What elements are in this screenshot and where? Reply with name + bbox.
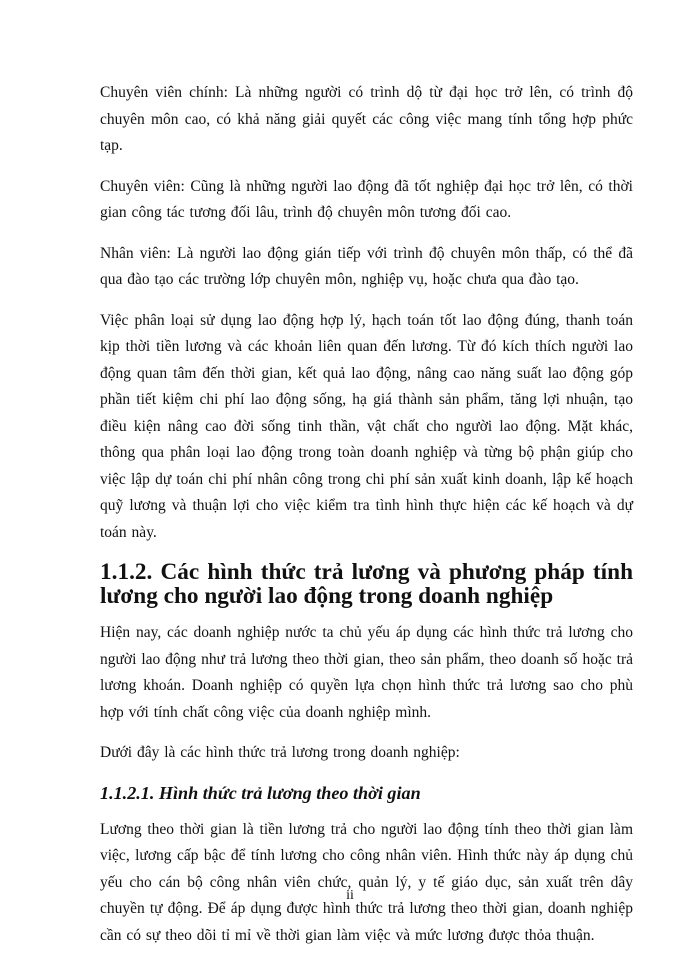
paragraph-luong-theo-thoi-gian: Lương theo thời gian là tiền lương trả cho người lao động tính theo thời gian làm việc, lương cấp bậc để tính lương cho công nhân viên. Hình thức này áp dụng chủ yếu cho cán bộ công nhân viên chức, quản lý, y tế giáo dục, sản xuất trên dây chuyền tự động. Để áp dụng được hình thức trả lương theo thời gian, doanh nghiệp cần có sự theo dõi tỉ mỉ về thời gian làm việc và mức lương được thỏa thuận. [100,820,633,944]
paragraph-hinh-thuc-tra-luong: Hiện nay, các doanh nghiệp nước ta chủ yếu áp dụng các hình thức trả lương cho người lao động như trả lương theo thời gian, theo sản phẩm, theo doanh số hoặc trả lương khoán. Doanh nghiệp có quyền lựa chọn hình thức trả lương sao cho phù hợp với tính chất công việc của doanh nghiệp mình. [100,624,633,721]
page-number: ii [346,888,354,903]
page-body [100,80,633,963]
section-heading: 1.1.2. Các hình thức trả lương và phương pháp tính lương cho người lao động trong doanh nghiệp [100,559,633,609]
paragraph-chuyen-vien-chinh: Chuyên viên chính: Là những người có trình dộ từ đại học trở lên, có trình độ chuyên môn cao, có khả năng giải quyết các công việc mang tính tổng hợp phức tạp. [100,84,633,154]
paragraph-duoi-day: Dưới đây là các hình thức trả lương trong doanh nghiệp: [100,744,460,761]
subsection-heading: 1.1.2.1. Hình thức trả lương theo thời gian [100,782,421,803]
paragraph-nhan-vien: Nhân viên: Là người lao động gián tiếp với trình độ chuyên môn thấp, có thể đã qua đào tạo các trường lớp chuyên môn, nghiệp vụ, hoặc chưa qua đào tạo. [100,244,633,288]
paragraph-phan-loai-lao-dong: Việc phân loại sử dụng lao động hợp lý, hạch toán tốt lao động đúng, thanh toán kịp thời tiền lương và các khoản liên quan đến lương. Từ đó kích thích người lao động quan tâm đến thời gian, kết quả lao động, nâng cao năng suất lao động góp phần tiết kiệm chi phí lao động sống, hạ giá thành sản phẩm, tăng lợi nhuận, tạo điều kiện nâng cao đời sống tinh thần, vật chất cho người lao động. Mặt khác, thông qua phân loại lao động trong toàn doanh nghiệp và từng bộ phận giúp cho việc lập dự toán chi phí nhân công trong chi phí sản xuất kinh doanh, lập kế hoạch quỹ lương và thuận lợi cho việc kiểm tra tình hình thực hiện các kế hoạch và dự toán này. [100,311,633,541]
paragraph-chuyen-vien: Chuyên viên: Cũng là những người lao động đã tốt nghiệp đại học trở lên, có thời gian công tác tương đối lâu, trình độ chuyên môn tương đối cao. [100,177,633,221]
